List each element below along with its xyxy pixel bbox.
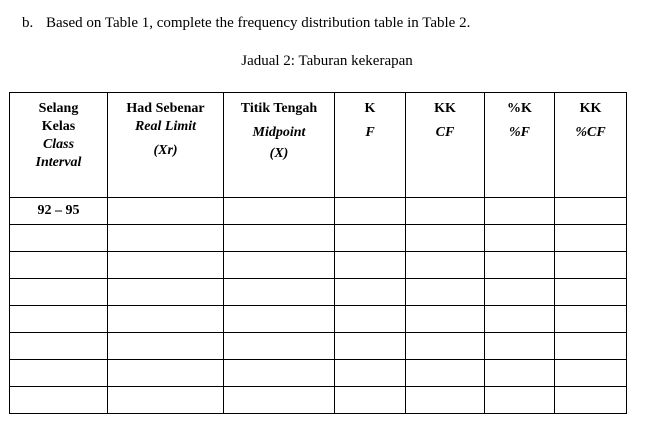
cell-cumulative-frequency[interactable] (406, 225, 485, 252)
cell-real-limit[interactable] (108, 225, 224, 252)
cell-percent-frequency[interactable] (485, 306, 555, 333)
cell-cumulative-frequency[interactable] (406, 333, 485, 360)
cell-percent-cumulative-frequency[interactable] (555, 333, 627, 360)
header-midpoint-english: Midpoint (252, 125, 306, 140)
cell-percent-frequency[interactable] (485, 333, 555, 360)
cell-class-interval[interactable] (10, 360, 108, 387)
cell-frequency[interactable] (335, 333, 406, 360)
header-percent-frequency-english: %F (509, 125, 530, 140)
header-class-interval (10, 93, 108, 198)
cell-percent-cumulative-frequency[interactable] (555, 360, 627, 387)
cell-percent-cumulative-frequency[interactable] (555, 279, 627, 306)
table-row (10, 252, 627, 279)
header-percent-cumulative-frequency-english: %CF (575, 125, 606, 140)
cell-midpoint[interactable] (224, 252, 335, 279)
cell-percent-cumulative-frequency[interactable] (555, 252, 627, 279)
header-real-limit-malay: Had Sebenar (126, 101, 205, 116)
table-row (10, 279, 627, 306)
cell-cumulative-frequency[interactable] (406, 306, 485, 333)
cell-midpoint[interactable] (224, 333, 335, 360)
header-percent-cumulative-frequency-malay: KK (579, 101, 602, 116)
header-real-limit-symbol: (Xr) (153, 143, 178, 158)
header-percent-frequency (485, 93, 555, 198)
header-class-interval-english-2: Interval (35, 155, 82, 170)
cell-percent-cumulative-frequency[interactable] (555, 306, 627, 333)
header-class-interval-malay-1: Selang (38, 101, 79, 116)
cell-percent-frequency[interactable] (485, 387, 555, 414)
cell-frequency[interactable] (335, 252, 406, 279)
frequency-distribution-table (9, 92, 627, 414)
header-midpoint-malay: Titik Tengah (240, 101, 318, 116)
cell-real-limit[interactable] (108, 279, 224, 306)
header-frequency-english: F (365, 125, 375, 140)
header-real-limit-english: Real Limit (134, 119, 197, 134)
table-caption: Jadual 2: Taburan kekerapan (241, 53, 413, 69)
cell-frequency[interactable] (335, 279, 406, 306)
header-cumulative-frequency-malay: KK (434, 101, 456, 116)
table-body (10, 198, 627, 414)
cell-percent-frequency[interactable] (485, 198, 555, 225)
header-percent-cumulative-frequency (555, 93, 627, 198)
cell-cumulative-frequency[interactable] (406, 360, 485, 387)
cell-midpoint[interactable] (224, 225, 335, 252)
header-row (10, 93, 627, 198)
table-row (10, 198, 627, 225)
header-midpoint-symbol: (X) (269, 146, 289, 161)
cell-midpoint[interactable] (224, 279, 335, 306)
table-row (10, 387, 627, 414)
header-frequency-malay: K (364, 101, 376, 116)
table-row (10, 333, 627, 360)
cell-percent-frequency[interactable] (485, 225, 555, 252)
cell-class-interval[interactable] (10, 306, 108, 333)
table-row (10, 306, 627, 333)
question-body: Based on Table 1, complete the frequency distribution table in Table 2. (46, 15, 471, 31)
cell-cumulative-frequency[interactable] (406, 279, 485, 306)
cell-midpoint[interactable] (224, 306, 335, 333)
cell-percent-cumulative-frequency[interactable] (555, 387, 627, 414)
cell-real-limit[interactable] (108, 306, 224, 333)
cell-percent-frequency[interactable] (485, 360, 555, 387)
cell-frequency[interactable] (335, 387, 406, 414)
question-text (22, 15, 470, 32)
table-row (10, 360, 627, 387)
cell-cumulative-frequency[interactable] (406, 252, 485, 279)
header-frequency (335, 93, 406, 198)
table-row (10, 225, 627, 252)
header-cumulative-frequency-english: CF (435, 125, 455, 140)
cell-class-interval[interactable] (10, 252, 108, 279)
cell-real-limit[interactable] (108, 252, 224, 279)
cell-class-interval[interactable] (10, 279, 108, 306)
cell-frequency[interactable] (335, 360, 406, 387)
cell-percent-cumulative-frequency[interactable] (555, 198, 627, 225)
cell-cumulative-frequency[interactable] (406, 387, 485, 414)
header-cumulative-frequency (406, 93, 485, 198)
cell-frequency[interactable] (335, 225, 406, 252)
header-class-interval-english-1: Class (42, 137, 75, 152)
cell-class-interval[interactable] (10, 333, 108, 360)
cell-midpoint[interactable] (224, 387, 335, 414)
question-label: b. (22, 15, 34, 31)
header-real-limit (108, 93, 224, 198)
cell-class-interval[interactable]: 92 – 95 (10, 198, 108, 225)
header-class-interval-malay-2: Kelas (41, 119, 76, 134)
cell-real-limit[interactable] (108, 333, 224, 360)
cell-frequency[interactable] (335, 198, 406, 225)
header-midpoint (224, 93, 335, 198)
cell-frequency[interactable] (335, 306, 406, 333)
cell-class-interval[interactable] (10, 387, 108, 414)
cell-percent-frequency[interactable] (485, 252, 555, 279)
cell-midpoint[interactable] (224, 360, 335, 387)
cell-percent-cumulative-frequency[interactable] (555, 225, 627, 252)
cell-midpoint[interactable] (224, 198, 335, 225)
cell-class-interval[interactable] (10, 225, 108, 252)
cell-percent-frequency[interactable] (485, 279, 555, 306)
cell-real-limit[interactable] (108, 360, 224, 387)
header-percent-frequency-malay: %K (507, 101, 532, 116)
cell-real-limit[interactable] (108, 198, 224, 225)
cell-real-limit[interactable] (108, 387, 224, 414)
cell-cumulative-frequency[interactable] (406, 198, 485, 225)
